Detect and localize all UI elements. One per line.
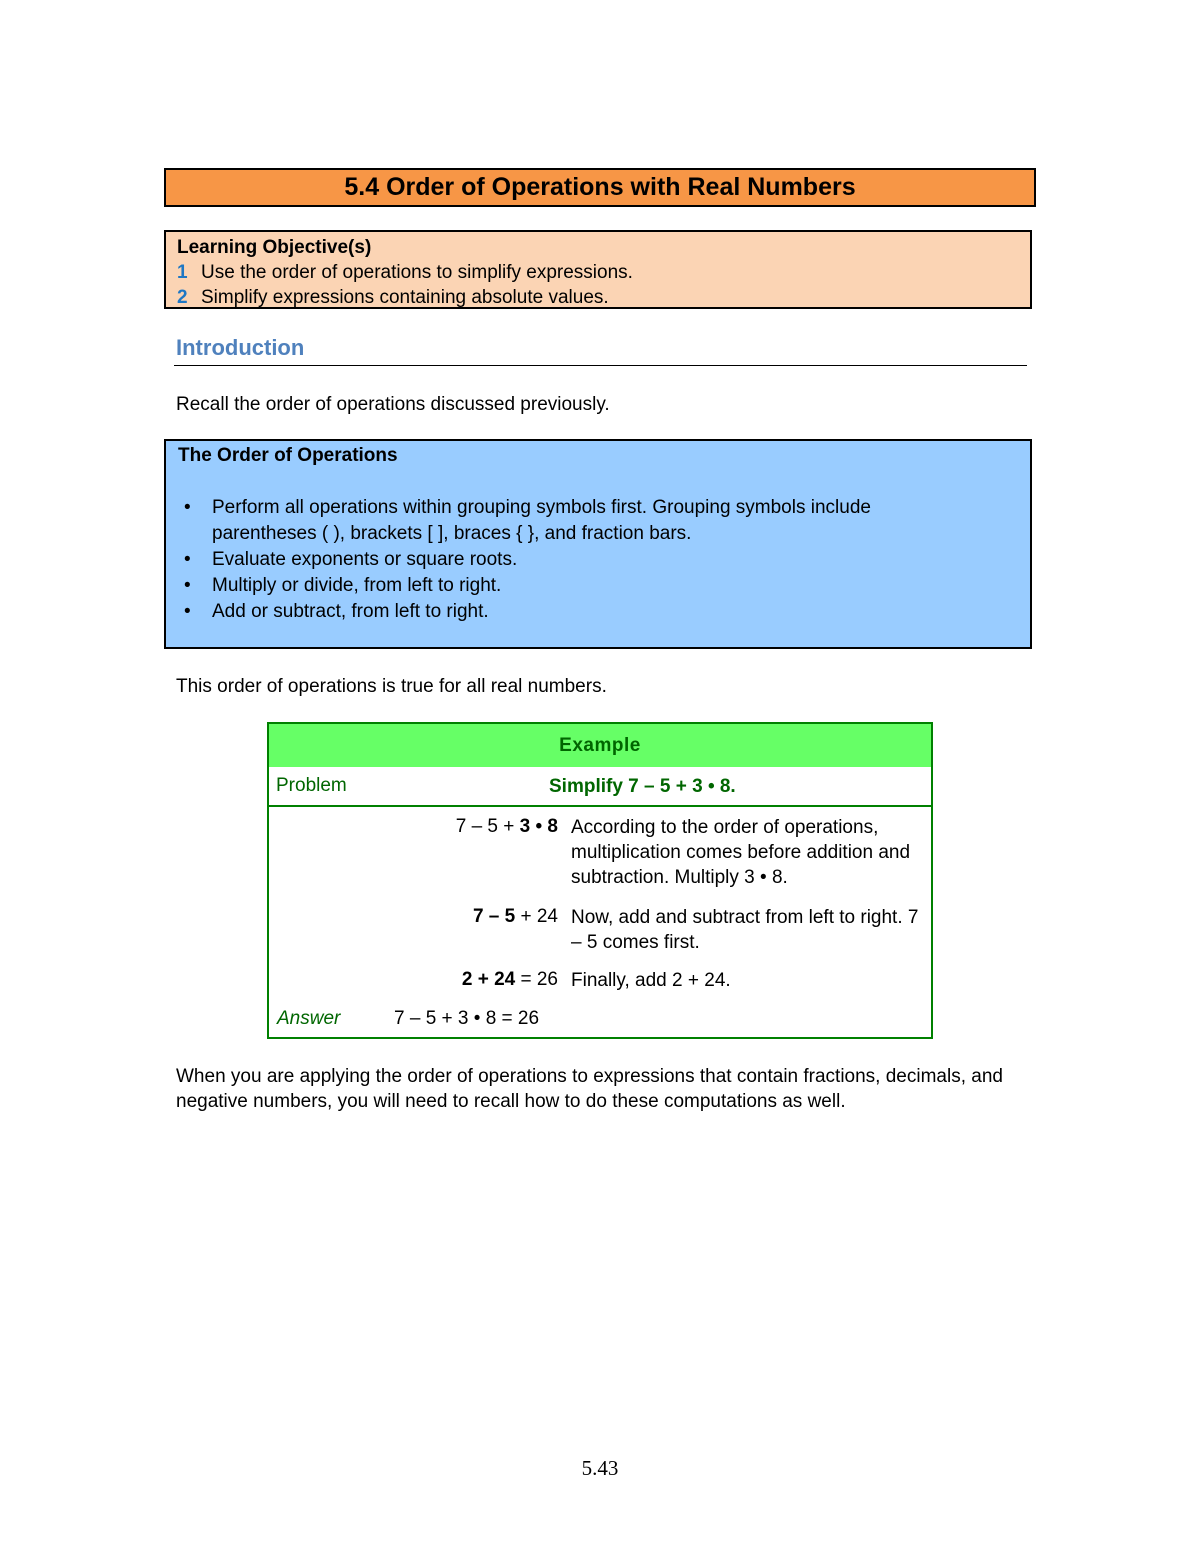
list-item-text: Evaluate exponents or square roots. <box>212 549 518 570</box>
answer-label: Answer <box>277 1008 341 1029</box>
list-item <box>178 573 972 599</box>
list-item <box>178 495 972 547</box>
list-item-text: Perform all operations within grouping symbols first. Grouping symbols include parentheses ( ), brackets [ ], braces { }, and fraction bars. <box>212 497 871 544</box>
example-box <box>267 722 933 1039</box>
example-problem-row <box>269 767 931 807</box>
step-expression-bold: 2 + 24 <box>461 969 516 990</box>
step-expression <box>462 969 558 991</box>
closing-paragraph: When you are applying the order of operations to expressions that contain fractions, decimals, and negative numbers, you will need to recall how to do these computations as well. <box>176 1066 1003 1112</box>
step-explanation: According to the order of operations, multiplication comes before addition and subtraction. Multiply 3 • 8. <box>571 817 911 888</box>
heading-divider <box>174 365 1027 366</box>
problem-statement: Simplify 7 – 5 + 3 • 8. <box>549 776 736 797</box>
bullet-icon: • <box>184 575 191 596</box>
introduction-heading: Introduction <box>176 335 305 360</box>
real-numbers-paragraph: This order of operations is true for all real numbers. <box>176 676 607 697</box>
list-item <box>178 547 972 573</box>
step-expression <box>473 906 558 928</box>
step-expression-bold: 7 – 5 <box>472 906 516 927</box>
list-item-text: Add or subtract, from left to right. <box>212 601 489 622</box>
learning-objective-item <box>177 285 1030 310</box>
example-header: Example <box>269 724 931 767</box>
answer-expression: 7 – 5 + 3 • 8 = 26 <box>394 1008 540 1029</box>
problem-label: Problem <box>276 775 347 796</box>
objective-text: Simplify expressions containing absolute values. <box>201 287 609 308</box>
bullet-icon: • <box>184 549 191 570</box>
order-of-operations-list <box>178 495 1030 625</box>
page-number: 5.43 <box>581 1456 619 1480</box>
step-explanation: Now, add and subtract from left to right. 7 – 5 comes first. <box>571 907 919 953</box>
step-expression-rest: = 26 <box>515 969 558 990</box>
step-expression-bold: 3 • 8 <box>519 816 558 837</box>
page-title: 5.4 Order of Operations with Real Numbers <box>344 173 856 201</box>
order-of-operations-heading: The Order of Operations <box>178 445 398 466</box>
list-item <box>178 599 972 625</box>
learning-objective-item <box>177 260 1030 285</box>
step-explanation: Finally, add 2 + 24. <box>571 970 731 991</box>
order-of-operations-box <box>164 439 1032 649</box>
step-expression-plain: 7 – 5 + <box>455 816 520 837</box>
learning-objectives-heading: Learning Objective(s) <box>177 237 372 258</box>
step-expression <box>456 816 558 838</box>
bullet-icon: • <box>184 601 191 622</box>
objective-number: 1 <box>177 262 188 283</box>
bullet-icon: • <box>184 497 191 518</box>
objective-text: Use the order of operations to simplify expressions. <box>201 262 633 283</box>
section-title-banner <box>164 168 1036 207</box>
step-expression-rest: + 24 <box>515 906 558 927</box>
list-item-text: Multiply or divide, from left to right. <box>212 575 502 596</box>
learning-objectives-box <box>164 230 1032 309</box>
objective-number: 2 <box>177 287 188 308</box>
recall-paragraph: Recall the order of operations discussed previously. <box>176 394 610 415</box>
